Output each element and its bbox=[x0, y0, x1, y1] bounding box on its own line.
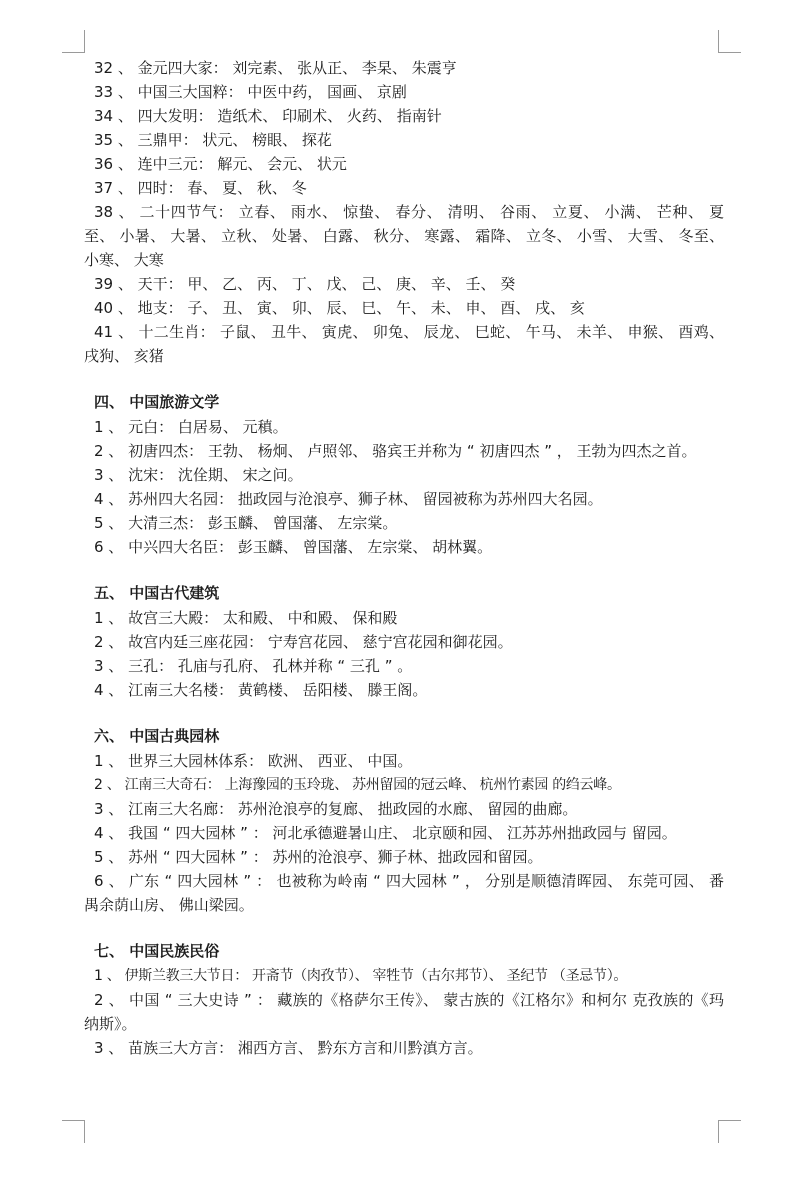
list-item: 1 、 伊斯兰教三大节日： 开斋节（肉孜节）、 宰牲节（古尔邦节）、 圣纪节 （圣忌节）。 bbox=[94, 968, 628, 984]
list-item-zodiac: 41 、 十二生肖： 子鼠、 丑牛、 寅虎、 卯兔、 辰龙、 巳蛇、 午马、 未羊、 申猴、 酉鸡、 戌狗、 亥猪 bbox=[84, 323, 724, 365]
list-item: 4 、 江南三大名楼： 黄鹤楼、 岳阳楼、 滕王阁。 bbox=[94, 681, 428, 699]
list-item: 33 、 中国三大国粹： 中医中药， 国画、 京剧 bbox=[94, 83, 407, 101]
corner-mark-top-right bbox=[718, 30, 741, 53]
list-item: 5 、 苏州 “ 四大园林 ” ： 苏州的沧浪亭、狮子林、拙政园和留园。 bbox=[94, 848, 543, 866]
list-item: 2 、 江南三大奇石： 上海豫园的玉玲珑、 苏州留园的冠云峰、 杭州竹素园 的绉云峰。 bbox=[94, 777, 621, 793]
list-item: 1 、 世界三大园林体系： 欧洲、 西亚、 中国。 bbox=[94, 752, 413, 770]
list-item: 2 、 中国 “ 三大史诗 ” ： 藏族的《格萨尔王传》、 蒙古族的《江格尔》和柯尔 克孜族的《玛纳斯》。 bbox=[84, 991, 724, 1033]
list-item: 3 、 江南三大名廊： 苏州沧浪亭的复廊、 拙政园的水廊、 留园的曲廊。 bbox=[94, 800, 578, 818]
list-item: 34 、 四大发明： 造纸术、 印刷术、 火药、 指南针 bbox=[94, 107, 442, 125]
corner-mark-bottom-left bbox=[62, 1120, 85, 1143]
list-item: 4 、 我国 “ 四大园林 ” ： 河北承德避暑山庄、 北京颐和园、 江苏苏州拙政园与 留园。 bbox=[94, 824, 677, 842]
list-item: 40 、 地支： 子、 丑、 寅、 卯、 辰、 巳、 午、 未、 申、 酉、 戌、 亥 bbox=[94, 299, 585, 317]
list-item: 2 、 初唐四杰： 王勃、 杨炯、 卢照邻、 骆宾王并称为 “ 初唐四杰 ” ， 王勃为四杰之首。 bbox=[94, 442, 697, 460]
section-title-ethnic-customs: 七、 中国民族民俗 bbox=[94, 942, 220, 960]
list-item: 3 、 三孔： 孔庙与孔府、 孔林并称 “ 三孔 ” 。 bbox=[94, 657, 413, 675]
list-item-solar-terms: 38 、 二十四节气： 立春、 雨水、 惊蛰、 春分、 清明、 谷雨、 立夏、 小满、 芒种、 夏至、 小暑、 大暑、 立秋、 处暑、 白露、 秋分、 寒露、 霜降、 立冬、 小雪、 大雪、 冬至、 小寒、 大寒 bbox=[84, 203, 724, 269]
list-item: 5 、 大清三杰： 彭玉麟、 曾国藩、 左宗棠。 bbox=[94, 514, 398, 532]
list-item: 3 、 苗族三大方言： 湘西方言、 黔东方言和川黔滇方言。 bbox=[94, 1039, 483, 1057]
section-title-classical-gardens: 六、 中国古典园林 bbox=[94, 727, 220, 745]
list-item: 39 、 天干： 甲、 乙、 丙、 丁、 戊、 己、 庚、 辛、 壬、 癸 bbox=[94, 275, 516, 293]
document-page bbox=[84, 56, 724, 1060]
section-title-travel-literature: 四、 中国旅游文学 bbox=[94, 393, 220, 411]
list-item: 6 、 广东 “ 四大园林 ” ： 也被称为岭南 “ 四大园林 ” ， 分别是顺德清晖园、 东莞可园、 番禺余荫山房、 佛山梁园。 bbox=[84, 872, 724, 914]
list-item: 2 、 故宫内廷三座花园： 宁寿宫花园、 慈宁宫花园和御花园。 bbox=[94, 633, 513, 651]
list-item: 6 、 中兴四大名臣： 彭玉麟、 曾国藩、 左宗棠、 胡林翼。 bbox=[94, 538, 493, 556]
corner-mark-top-left bbox=[62, 30, 85, 53]
list-item: 36 、 连中三元： 解元、 会元、 状元 bbox=[94, 155, 347, 173]
list-item: 32 、 金元四大家： 刘完素、 张从正、 李杲、 朱震亨 bbox=[94, 59, 457, 77]
list-item: 37 、 四时： 春、 夏、 秋、 冬 bbox=[94, 179, 307, 197]
list-item: 4 、 苏州四大名园： 拙政园与沧浪亭、狮子林、 留园被称为苏州四大名园。 bbox=[94, 490, 603, 508]
section-title-ancient-architecture: 五、 中国古代建筑 bbox=[94, 584, 220, 602]
list-item: 35 、 三鼎甲： 状元、 榜眼、 探花 bbox=[94, 131, 332, 149]
list-item: 1 、 元白： 白居易、 元稹。 bbox=[94, 418, 288, 436]
list-item: 1 、 故宫三大殿： 太和殿、 中和殿、 保和殿 bbox=[94, 609, 398, 627]
corner-mark-bottom-right bbox=[718, 1120, 741, 1143]
list-item: 3 、 沈宋： 沈佺期、 宋之问。 bbox=[94, 466, 303, 484]
